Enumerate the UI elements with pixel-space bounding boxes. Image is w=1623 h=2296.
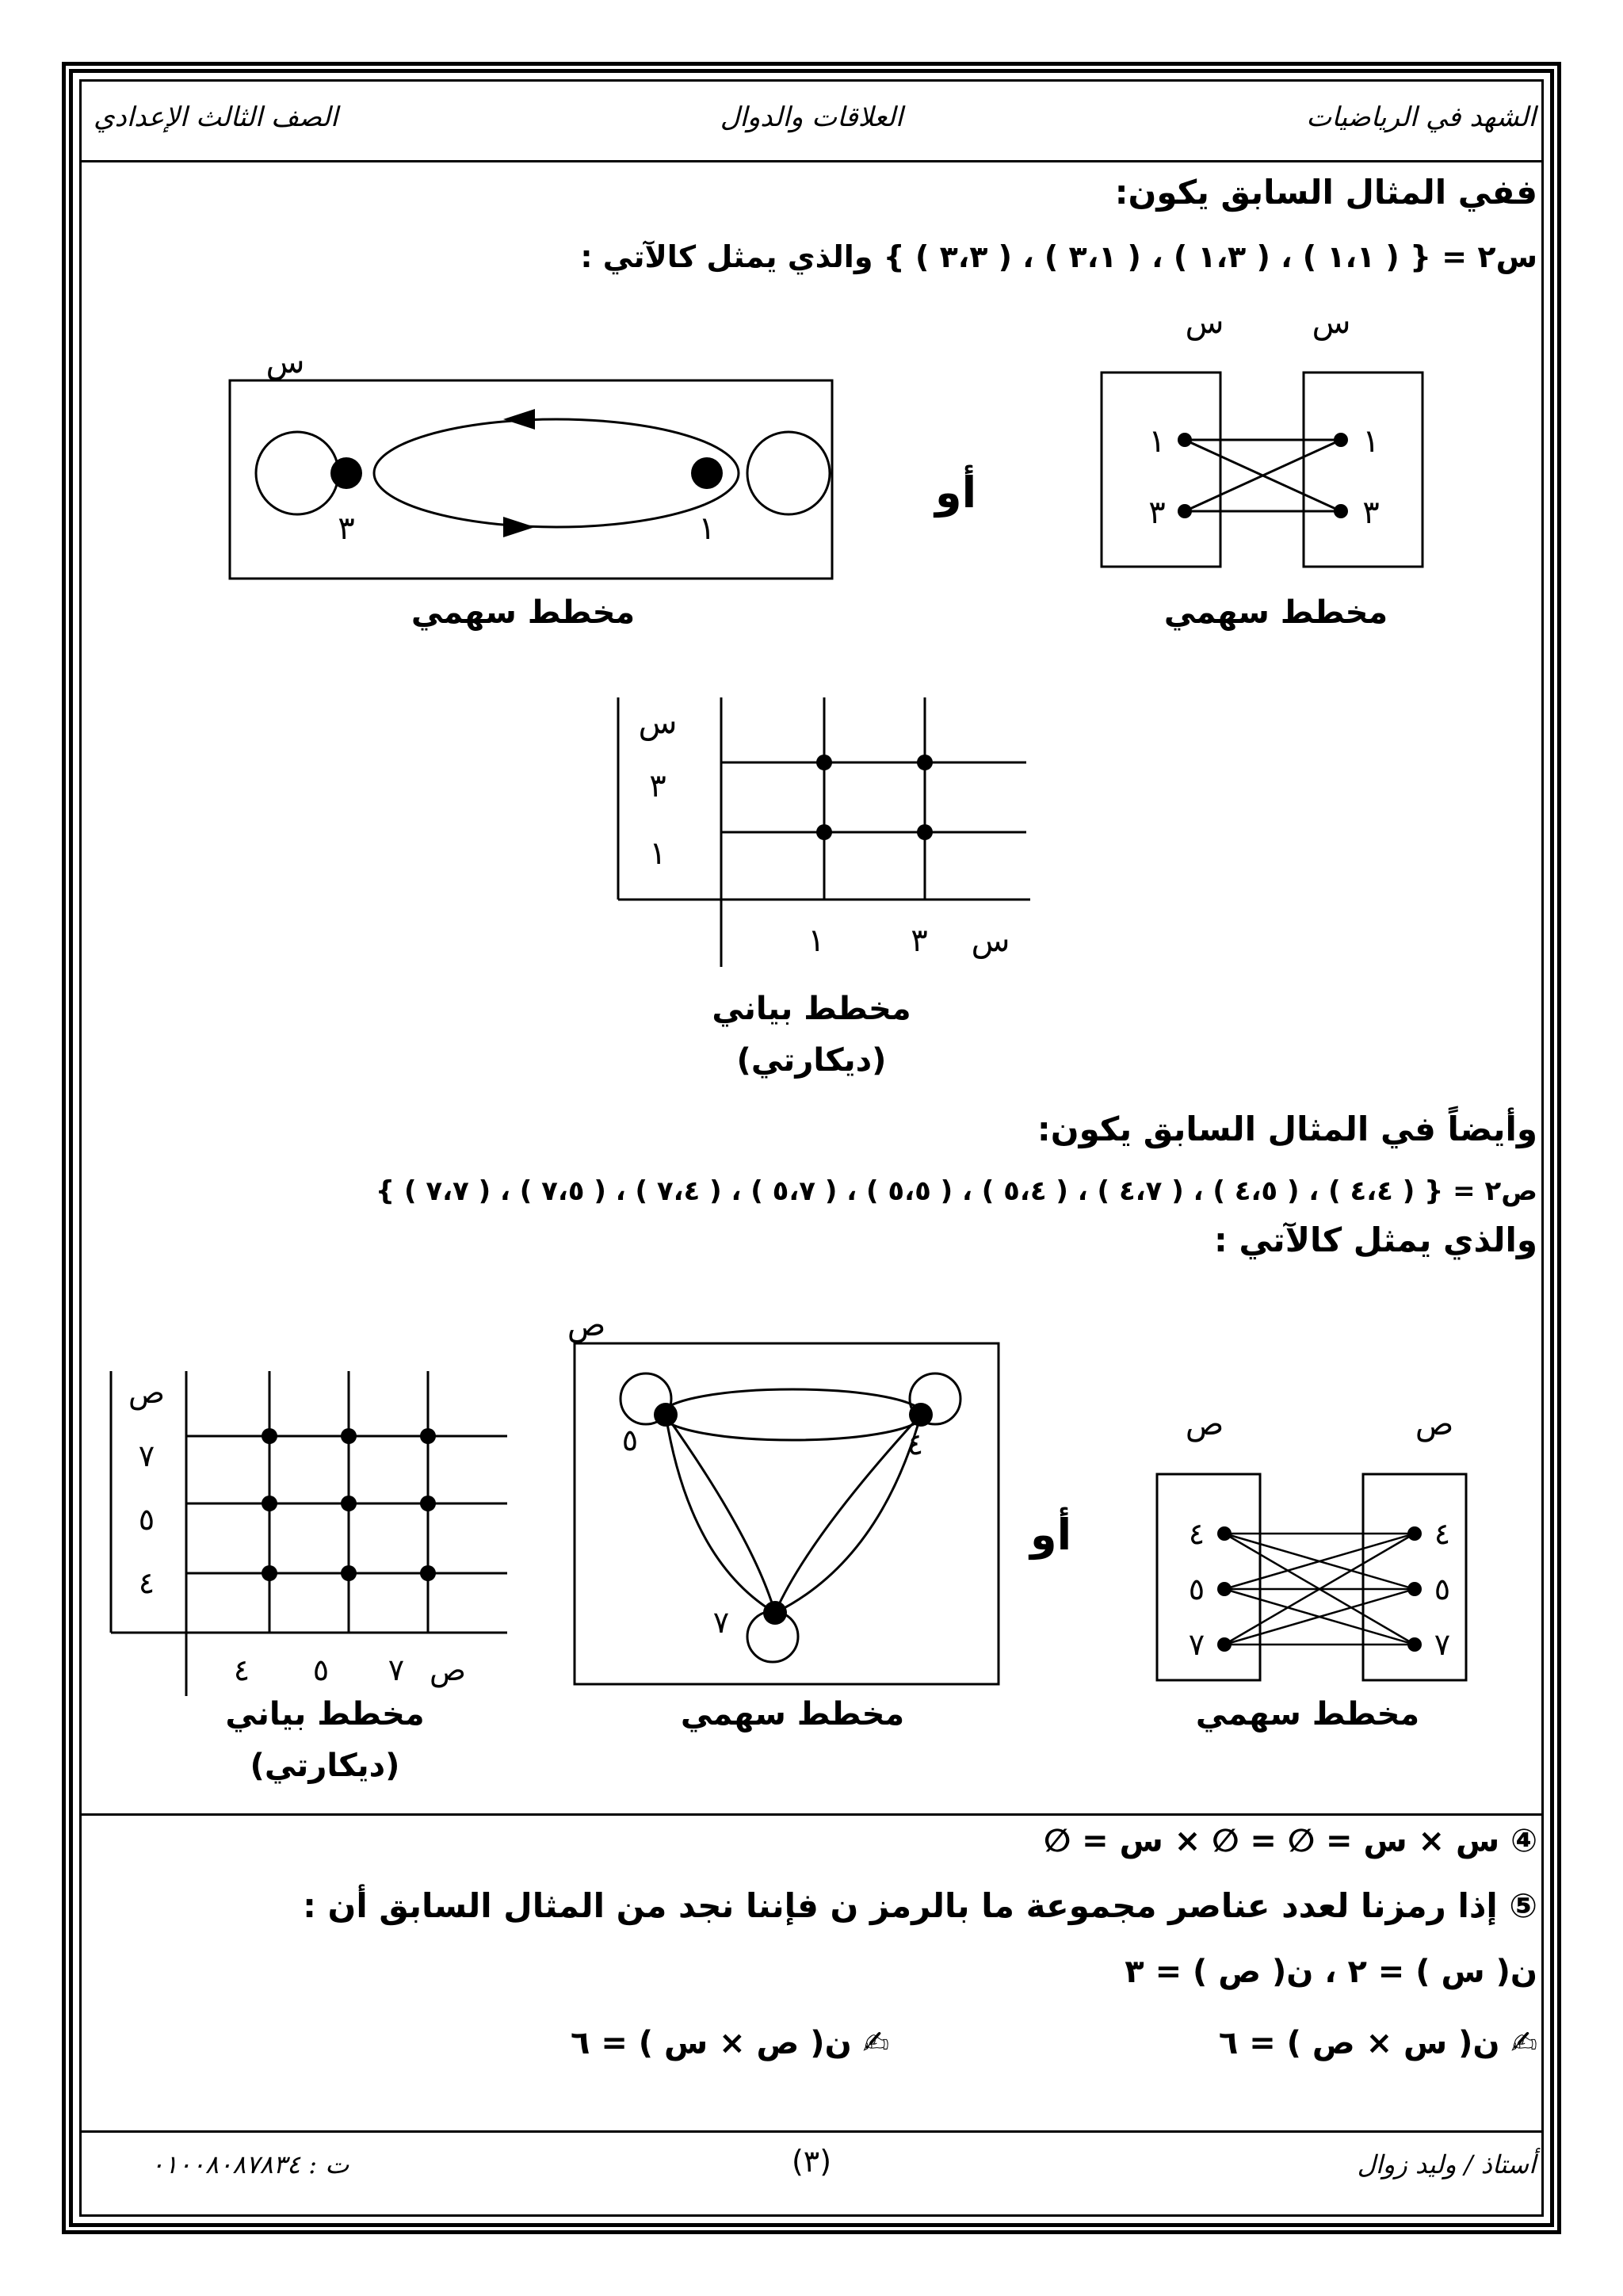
section2-heading: وأيضاً في المثال السابق يكون:	[1037, 1110, 1537, 1148]
svg-text:٣: ٣	[1148, 495, 1166, 531]
svg-text:٥: ٥	[621, 1423, 639, 1457]
footer-divider	[79, 2130, 1544, 2133]
footer-teacher: أستاذ / وليد زوال	[1357, 2149, 1536, 2179]
svg-text:٧: ٧	[1188, 1627, 1205, 1662]
svg-text:١: ١	[649, 835, 666, 872]
page-number: (٣)	[791, 2144, 832, 2179]
svg-text:٤: ٤	[1188, 1516, 1205, 1551]
item5-line: ⑤ إذا رمزنا لعدد عناصر مجموعة ما بالرمز ن فإننا نجد من المثال السابق أن :	[303, 1886, 1537, 1925]
product-left-line: ✍ ن( ص × س ) = ٦	[571, 2025, 890, 2061]
set-label-p-triangle: ص	[567, 1307, 606, 1343]
svg-text:٤: ٤	[233, 1652, 250, 1687]
set-label-s-loop: س	[265, 344, 305, 380]
arrow-diagram-triangle-p	[563, 1300, 1006, 1696]
svg-text:٧: ٧	[388, 1652, 405, 1687]
s2-arrow-caption-right: مخطط سهمي	[1195, 1696, 1420, 1733]
header-grade: الصف الثالث الإعدادي	[94, 101, 338, 133]
s1-cartesian-caption2: (ديكارتي)	[736, 1042, 887, 1079]
section2-set-line: ص٢ = { ( ٤،٤ ) ، ( ٤،٥ ) ، ( ٤،٧ ) ، ( ٥،٤ ) ، ( ٥،٥ ) ، ( ٥،٧ ) ، ( ٧،٤ ) ، ( ٧،٥ ) ، ( ٧،٧ ) }	[375, 1175, 1537, 1207]
svg-text:٧: ٧	[712, 1605, 730, 1640]
section1-heading: ففي المثال السابق يكون:	[1114, 173, 1537, 212]
svg-text:ص: ص	[128, 1375, 165, 1410]
set-label-s-right: س	[1312, 304, 1351, 341]
svg-text:١: ١	[808, 923, 825, 959]
svg-text:س: س	[638, 705, 678, 741]
header-subject: الشهد في الرياضيات	[1306, 101, 1536, 133]
svg-text:٣: ٣	[338, 510, 355, 547]
svg-text:٤: ٤	[907, 1427, 924, 1461]
s1-arrow-caption-right: مخطط سهمي	[1163, 594, 1388, 631]
svg-text:٣: ٣	[649, 768, 666, 804]
s1-arrow-caption-left: مخطط سهمي	[411, 594, 636, 631]
svg-text:٥: ٥	[1188, 1572, 1205, 1606]
svg-text:س: س	[971, 923, 1010, 959]
arrow-diagram-loops-s	[222, 333, 840, 586]
cartesian-diagram-p	[103, 1371, 515, 1704]
section1-set-line: س٢ = { ( ١،١ ) ، ( ١،٣ ) ، ( ٣،١ ) ، ( ٣،٣ ) } والذي يمثل كالآتي :	[580, 239, 1537, 274]
svg-text:ص: ص	[430, 1652, 466, 1687]
set-label-p-left: ص	[1185, 1406, 1224, 1442]
s2-arrow-caption-mid: مخطط سهمي	[680, 1696, 905, 1733]
svg-text:٤: ٤	[1434, 1516, 1451, 1551]
svg-text:٥: ٥	[312, 1652, 330, 1687]
set-label-s-left: س	[1185, 304, 1224, 341]
cartesian-diagram-s	[610, 697, 1038, 983]
section2-subline: والذي يمثل كالآتي :	[1214, 1221, 1537, 1259]
svg-text:٥: ٥	[138, 1502, 155, 1537]
header-topic: العلاقات والدوال	[720, 101, 903, 133]
s2-or: أو	[1030, 1510, 1072, 1560]
footer-phone: ت : ٠١٠٠٨٠٨٧٨٣٤	[151, 2149, 349, 2179]
section-divider	[79, 1813, 1544, 1816]
svg-text:٧: ٧	[138, 1438, 155, 1473]
svg-text:٤: ٤	[138, 1565, 155, 1600]
svg-text:٧: ٧	[1434, 1627, 1451, 1662]
s2-cartesian-caption: مخطط بياني	[225, 1696, 425, 1733]
header-divider	[79, 160, 1544, 162]
set-label-p-right: ص	[1415, 1406, 1454, 1442]
s1-cartesian-caption: مخطط بياني	[712, 991, 911, 1027]
s1-or: أو	[935, 468, 977, 518]
arrow-diagram-two-sets-s	[1070, 301, 1450, 618]
product-right-line: ✍ ن( س × ص ) = ٦	[1218, 2025, 1537, 2061]
svg-text:٣: ٣	[911, 923, 928, 959]
s2-cartesian-caption2: (ديكارتي)	[250, 1748, 400, 1784]
svg-text:٣: ٣	[1362, 495, 1380, 531]
item4-line: ④ س × س = ∅ = ∅ × س = ∅	[1044, 1823, 1537, 1859]
svg-text:١: ١	[1362, 423, 1380, 460]
arrow-diagram-two-sets-p	[1141, 1395, 1474, 1696]
svg-text:١: ١	[1148, 423, 1166, 460]
svg-text:١: ١	[698, 510, 716, 547]
counts-line: ن( س ) = ٢ ، ن( ص ) = ٣	[1125, 1954, 1537, 1990]
svg-text:٥: ٥	[1434, 1572, 1451, 1606]
